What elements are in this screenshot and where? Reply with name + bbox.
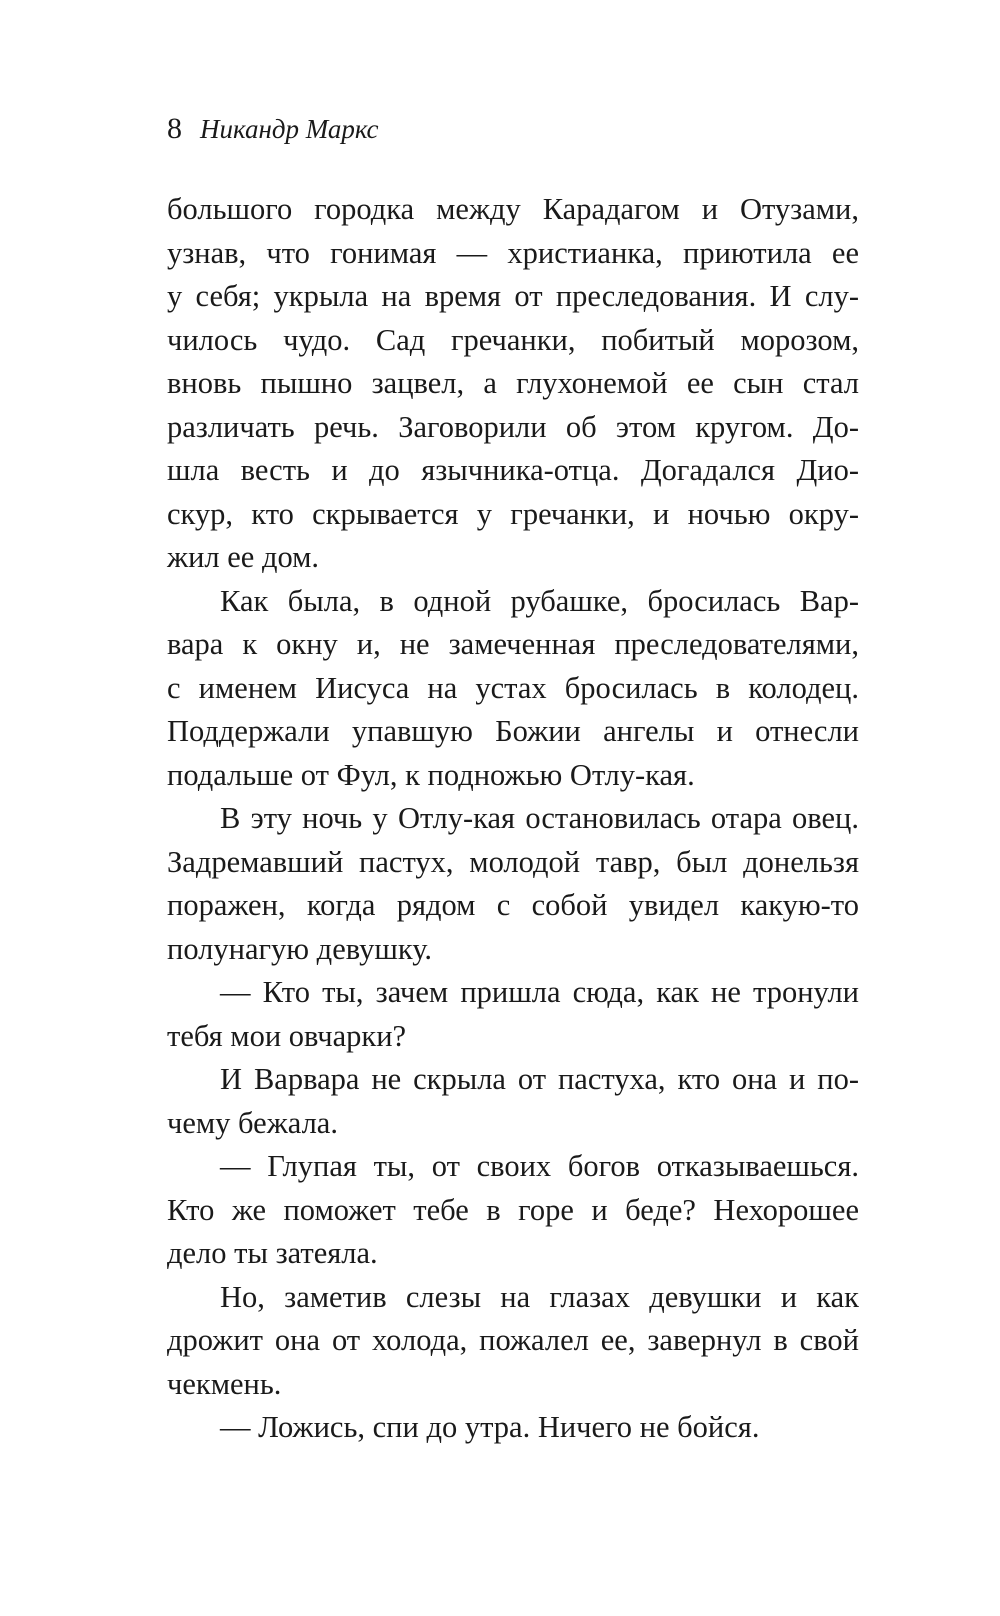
text-line: различать речь. Заговорили об этом кругом. До- xyxy=(167,409,859,444)
text-line: у себя; укрыла на время от преследования. И слу- xyxy=(167,279,859,313)
text-line: дело ты затеяла. xyxy=(167,1236,378,1270)
text-line: Поддержали упавшую Божии ангелы и отнесли xyxy=(167,714,859,748)
text-line: тебя мои овчарки? xyxy=(167,1018,407,1053)
paragraph xyxy=(167,188,859,580)
paragraph xyxy=(167,1058,859,1145)
text-line: чилось чудо. Сад гречанки, побитый морозом, xyxy=(167,322,859,357)
text-line: чему бежала. xyxy=(167,1105,338,1140)
paragraph xyxy=(167,580,859,798)
text-line: поражен, когда рядом с собой увидел какую-то xyxy=(167,888,859,922)
text-line: скур, кто скрывается у гречанки, и ночью окру- xyxy=(167,496,859,531)
text-line: Но, заметив слезы на глазах девушки и как xyxy=(220,1279,859,1314)
text-line: шла весть и до язычника-отца. Догадался Дио- xyxy=(167,453,859,487)
body-text xyxy=(167,188,859,1450)
text-line: узнав, что гонимая — христианка, приютила ее xyxy=(167,235,859,270)
text-line: вновь пышно зацвел, а глухонемой ее сын стал xyxy=(167,366,859,400)
text-line: жил ее дом. xyxy=(167,540,320,574)
text-line: — Глупая ты, от своих богов отказываешься. xyxy=(220,1149,859,1183)
text-line: — Кто ты, зачем пришла сюда, как не тронули xyxy=(220,975,859,1009)
text-line: вара к окну и, не замеченная преследователями, xyxy=(167,627,859,661)
page-number: 8 xyxy=(167,112,182,145)
paragraph xyxy=(167,1406,859,1450)
text-line: большого городка между Карадагом и Отузами, xyxy=(167,192,859,226)
text-line: дрожит она от холода, пожалел ее, завернул в свой xyxy=(167,1323,859,1357)
paragraph xyxy=(167,1276,859,1407)
text-line: И Варвара не скрыла от пастуха, кто она и по- xyxy=(220,1062,859,1096)
text-line: подальше от Фул, к подножью Отлу-кая. xyxy=(167,757,695,792)
text-line: Как была, в одной рубашке, бросилась Вар- xyxy=(220,583,859,618)
text-line: Кто же поможет тебе в горе и беде? Нехорошее xyxy=(167,1192,859,1227)
text-line: с именем Иисуса на устах бросилась в колодец. xyxy=(167,670,859,705)
author-name: Никандр Маркс xyxy=(200,114,379,144)
running-head xyxy=(167,112,378,146)
paragraph xyxy=(167,971,859,1058)
paragraph xyxy=(167,797,859,971)
paragraph xyxy=(167,1145,859,1276)
text-line: полунагую девушку. xyxy=(167,931,433,966)
text-line: В эту ночь у Отлу-кая остановилась отара овец. xyxy=(220,801,859,835)
text-line: Задремавший пастух, молодой тавр, был донельзя xyxy=(167,844,859,879)
text-line: — Ложись, спи до утра. Ничего не бойся. xyxy=(220,1410,760,1444)
text-line: чекмень. xyxy=(167,1366,282,1401)
